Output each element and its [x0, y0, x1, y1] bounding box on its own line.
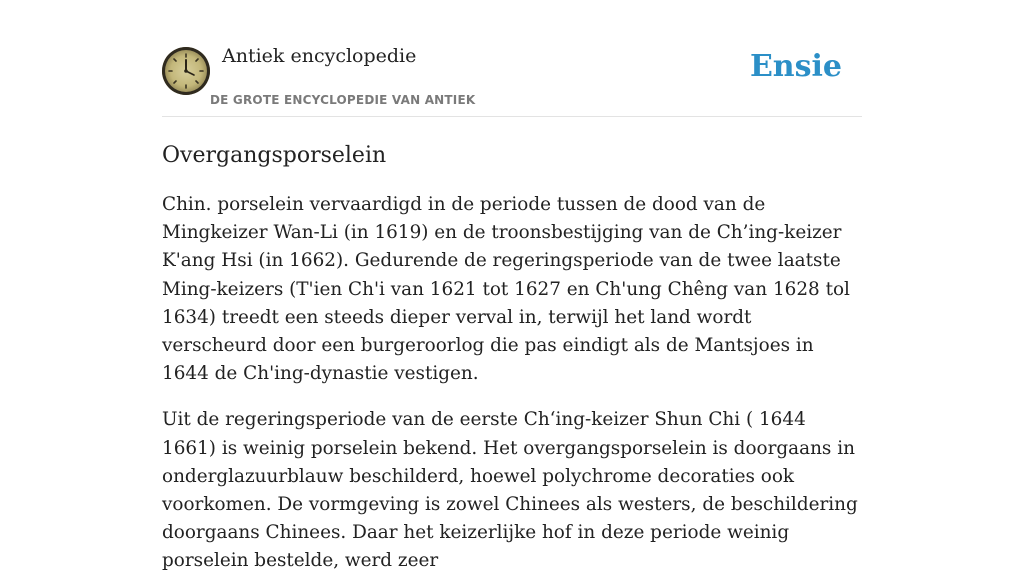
site-header — [162, 0, 862, 117]
article-title: Overgangsporselein — [162, 143, 387, 168]
article — [162, 141, 862, 576]
article-paragraph: Uit de regeringsperiode van de eerste Ch‘ing-keizer Shun Chi ( 1644 1661) is weinig porselein bekend. Het overgangsporselein is doorgaans in onderglazuurblauw beschilderd, hoewel polychrome decoraties ook voorkomen. De vormgeving is zowel Chinees als westers, de beschildering doorgaans Chinees. Daar het keizerlijke hof in deze periode weinig porselein bestelde, werd zeer — [162, 409, 858, 572]
article-paragraph: Chin. porselein vervaardigd in de periode tussen de dood van de Mingkeizer Wan-Li (in 1619) en de troonsbestijging van de Ch’ing-keizer K'ang Hsi (in 1662). Gedurende de regeringsperiode van de twee laatste Ming-keizers (T'ien Ch'i van 1621 tot 1627 en Ch'ung Chêng van 1628 tol 1634) treedt een steeds dieper verval in, terwijl het land wordt verscheurd door een burgeroorlog die pas eindigt als de Mantsjoes in 1644 de Ch'ing-dynastie vestigen. — [162, 194, 850, 385]
site-subtitle: DE GROTE ENCYCLOPEDIE VAN ANTIEK — [210, 93, 476, 107]
clock-face — [162, 47, 210, 95]
site-title[interactable]: Antiek encyclopedie — [222, 45, 417, 67]
brand-logo-link[interactable]: Ensie — [749, 49, 842, 84]
clock-icon[interactable] — [162, 47, 210, 95]
page — [162, 0, 862, 576]
